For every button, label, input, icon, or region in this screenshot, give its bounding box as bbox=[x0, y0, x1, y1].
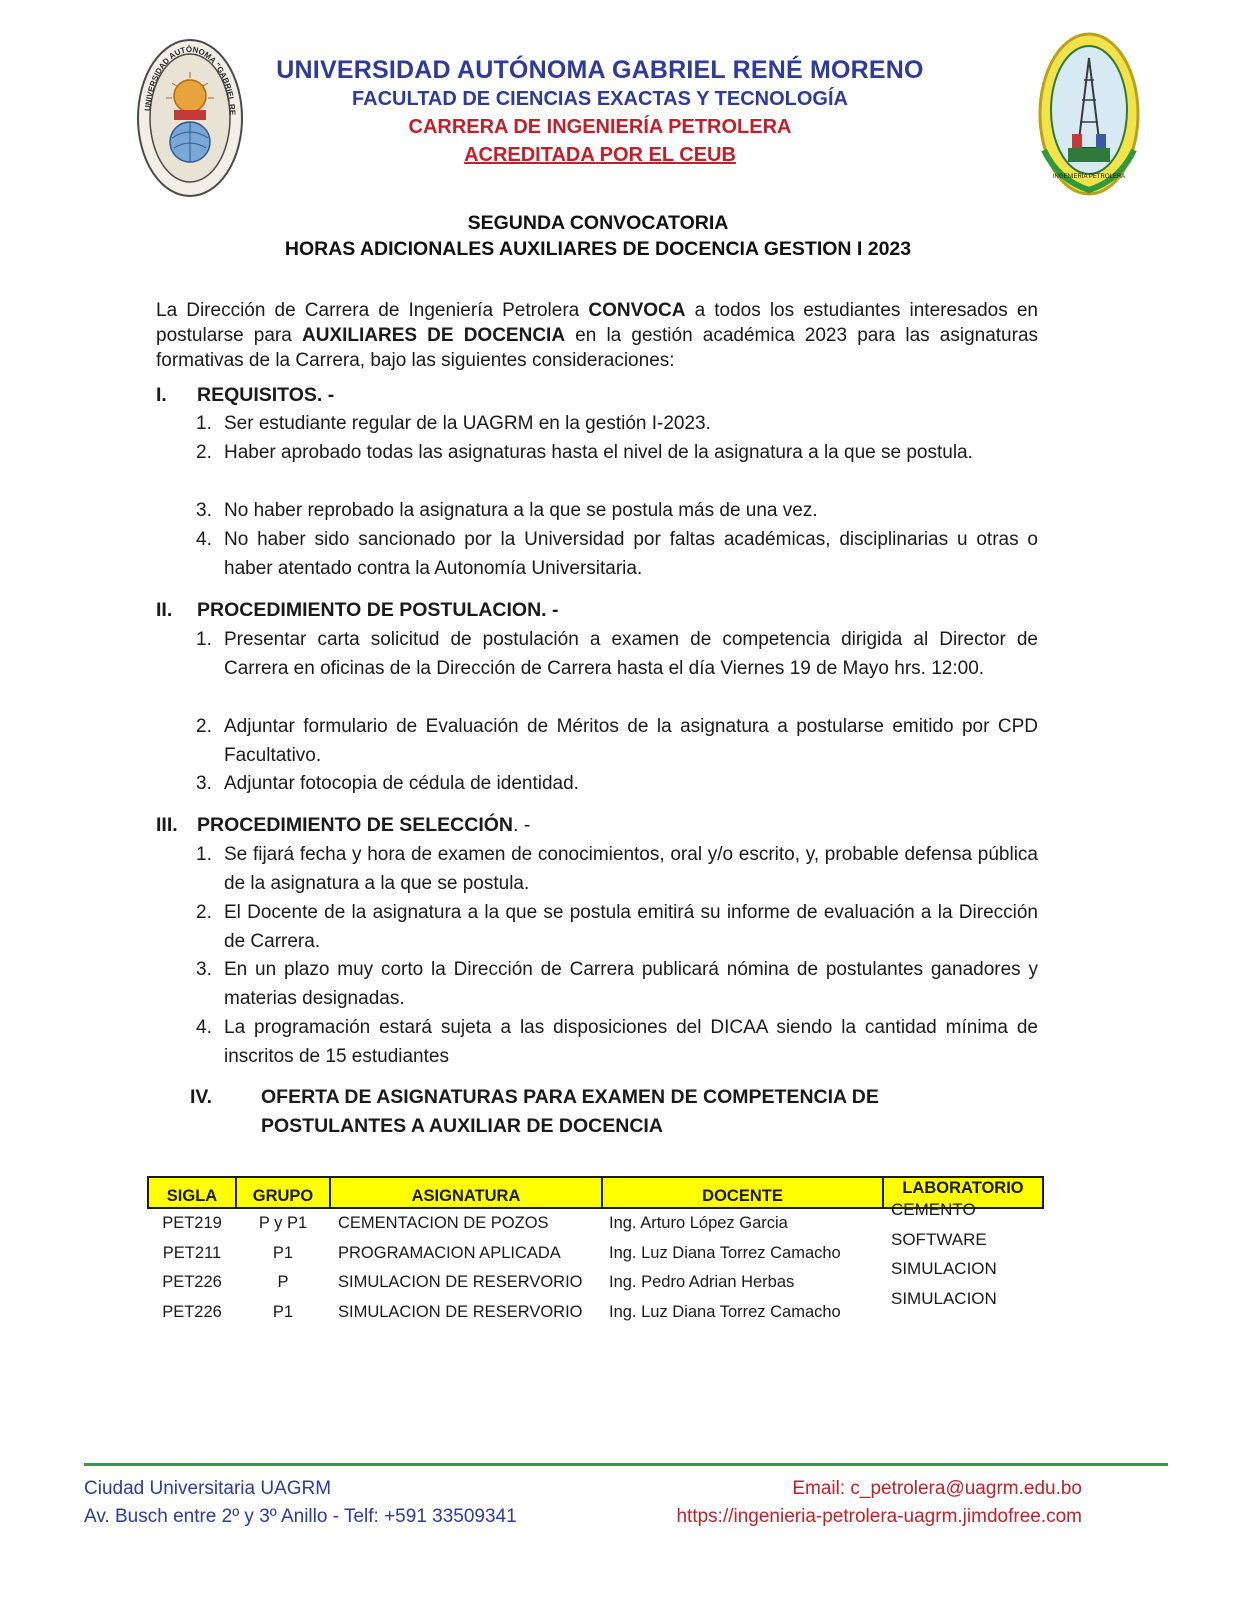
list-item: 1. Presentar carta solicitud de postulación a examen de competencia dirigida al Director de Carrera en oficinas de la Dirección de Carrera hasta el día Viernes 19 de Mayo hrs. 12:00. bbox=[196, 629, 1038, 679]
section-requisitos-heading: I. REQUISITOS. - bbox=[156, 384, 335, 406]
cell-laboratorio: CEMENTO bbox=[891, 1200, 976, 1219]
footer-campus: Ciudad Universitaria UAGRM bbox=[84, 1478, 332, 1499]
cell-asignatura: SIMULACION DE RESERVORIO bbox=[338, 1273, 583, 1292]
footer-address bbox=[84, 1475, 517, 1531]
list-item: 1. Se fijará fecha y hora de examen de conocimientos, oral y/o escrito, y, probable defensa pública de la asignatura a la que se postula. bbox=[196, 844, 1038, 894]
col-header-laboratorio: LABORATORIO bbox=[883, 1177, 1043, 1208]
cell-docente: Ing. Luz Diana Torrez Camacho bbox=[609, 1243, 841, 1262]
cell-sigla: PET211 bbox=[162, 1243, 222, 1262]
list-item: 3. Adjuntar fotocopia de cédula de identidad. bbox=[196, 773, 579, 794]
cell-asignatura: PROGRAMACION APLICADA bbox=[338, 1243, 561, 1262]
cell-laboratorio: SIMULACION bbox=[891, 1288, 997, 1308]
list-item: 2. Haber aprobado todas las asignaturas hasta el nivel de la asignatura a la que se postula. bbox=[196, 442, 973, 463]
cell-grupo: P bbox=[277, 1273, 289, 1292]
cell-sigla: PET226 bbox=[162, 1273, 222, 1292]
svg-text:INGENIERÍA PETROLERA: INGENIERÍA PETROLERA bbox=[1052, 174, 1126, 180]
faculty-name: FACULTAD DE CIENCIAS EXACTAS Y TECNOLOGÍA bbox=[352, 88, 848, 110]
footer-street-phone: Av. Busch entre 2º y 3º Anillo - Telf: +591 33509341 bbox=[84, 1506, 517, 1527]
cell-docente: Ing. Luz Diana Torrez Camacho bbox=[609, 1302, 841, 1321]
cell-docente: Ing. Pedro Adrian Herbas bbox=[609, 1273, 795, 1292]
offer-table bbox=[147, 1176, 1044, 1327]
list-item: 4. No haber sido sancionado por la Universidad por faltas académicas, disciplinarias u otras o haber atentado contra la Autonomía Universitaria. bbox=[196, 529, 1038, 579]
svg-text:UNIVERSIDAD AUTÓNOMA "GABRIEL: UNIVERSIDAD AUTÓNOMA "GABRIEL RE bbox=[143, 44, 237, 116]
footer-website-link[interactable]: https://ingenieria-petrolera-uagrm.jimdofree.com bbox=[676, 1506, 1082, 1527]
career-name: CARRERA DE INGENIERÍA PETROLERA bbox=[408, 116, 792, 138]
cell-grupo: P1 bbox=[272, 1243, 294, 1262]
document-title: SEGUNDA CONVOCATORIA bbox=[467, 212, 729, 234]
cell-asignatura: CEMENTACION DE POZOS bbox=[338, 1214, 549, 1233]
cell-laboratorio: SOFTWARE bbox=[891, 1229, 987, 1249]
footer-contact bbox=[676, 1475, 1082, 1531]
accreditation-label: ACREDITADA POR EL CEUB bbox=[464, 144, 736, 166]
col-header-asignatura: ASIGNATURA bbox=[330, 1177, 602, 1208]
cell-sigla: PET226 bbox=[162, 1302, 222, 1321]
university-name: UNIVERSIDAD AUTÓNOMA GABRIEL RENÉ MORENO bbox=[276, 56, 924, 84]
document-subtitle: HORAS ADICIONALES AUXILIARES DE DOCENCIA GESTION I 2023 bbox=[284, 238, 912, 260]
section-postulacion-heading: II. PROCEDIMIENTO DE POSTULACION. - bbox=[156, 599, 559, 621]
cell-asignatura: SIMULACION DE RESERVORIO bbox=[338, 1302, 583, 1321]
list-item: 3. No haber reprobado la asignatura a la que se postula más de una vez. bbox=[196, 500, 818, 521]
cell-grupo: P y P1 bbox=[258, 1214, 308, 1233]
table-row bbox=[148, 1298, 1043, 1328]
list-item: 4. La programación estará sujeta a las disposiciones del DICAA siendo la cantidad mínima de inscritos de 15 estudiantes bbox=[196, 1017, 1038, 1067]
cell-docente: Ing. Arturo López Garcia bbox=[609, 1214, 788, 1233]
section-oferta-heading: IV. OFERTA DE ASIGNATURAS PARA EXAMEN DE COMPETENCIA DE POSTULANTES A AUXILIAR DE DOCENCIA bbox=[190, 1086, 879, 1137]
col-header-grupo: GRUPO bbox=[236, 1177, 330, 1208]
footer-email-link[interactable]: Email: c_petrolera@uagrm.edu.bo bbox=[792, 1478, 1082, 1499]
cell-sigla: PET219 bbox=[162, 1214, 222, 1233]
list-item: 2. El Docente de la asignatura a la que se postula emitirá su informe de evaluación a la Dirección de Carrera. bbox=[196, 902, 1038, 952]
col-header-docente: DOCENTE bbox=[602, 1177, 883, 1208]
list-item: 2. Adjuntar formulario de Evaluación de Méritos de la asignatura a postularse emitido por CPD Facultativo. bbox=[196, 716, 1038, 766]
list-item: 1. Ser estudiante regular de la UAGRM en la gestión I-2023. bbox=[196, 413, 711, 434]
intro-paragraph: La Dirección de Carrera de Ingeniería Petrolera CONVOCA a todos los estudiantes interesados en postularse para AUXILIARES DE DOCENCIA en la gestión académica 2023 para las asignaturas formativas de la Carrera, bajo las siguientes consideraciones: bbox=[156, 300, 1039, 371]
col-header-sigla: SIGLA bbox=[148, 1177, 236, 1208]
cell-grupo: P1 bbox=[272, 1302, 294, 1321]
cell-laboratorio: SIMULACION bbox=[891, 1259, 997, 1278]
footer-divider bbox=[84, 1463, 1168, 1466]
section-seleccion-heading: III. PROCEDIMIENTO DE SELECCIÓN. - bbox=[156, 814, 531, 836]
list-item: 3. En un plazo muy corto la Dirección de Carrera publicará nómina de postulantes ganadores y materias designadas. bbox=[196, 959, 1038, 1009]
